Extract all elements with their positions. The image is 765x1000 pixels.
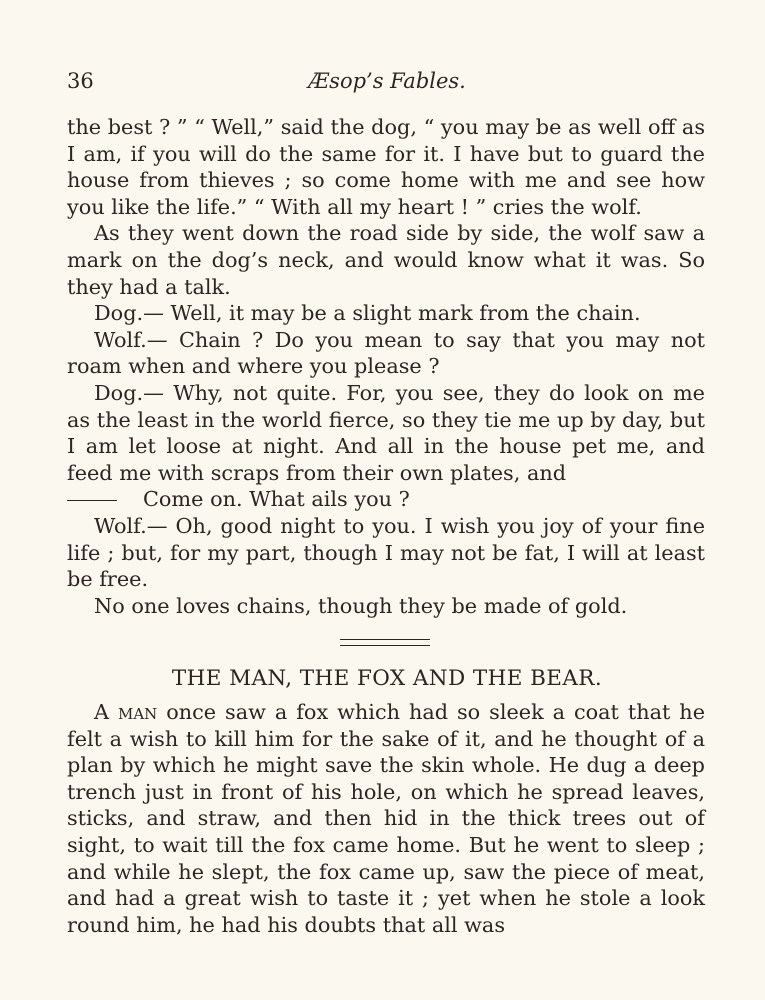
paragraph-wolf-1: Wolf.— Chain ? Do you mean to say that you may not roam when and where you please ?	[67, 327, 705, 379]
running-title: Æsop’s Fables.	[308, 69, 466, 93]
paragraph-1: the best ? ” “ Well,” said the dog, “ you may be as well off as I am, if you will do the same for it. I have but to guard the house from thieves ; so come home with me and see how you like the life.” “ With all my heart ! ” cries the wolf.	[67, 115, 705, 219]
moral: No one loves chains, though they be made of gold.	[94, 593, 628, 618]
new-story	[67, 699, 705, 938]
story-paragraph-1-text: once saw a fox which had so sleek a coat that he felt a wish to kill him for the sake of it, and he thought of a plan by which he might save the skin whole. He dug a deep trench just in front of his hole, on which he spread leaves, sticks, and straw, and then hid in the thick trees out of sight, to wait till the fox came home. But he went to sleep ; and while he slept, the fox came up, saw the piece of meat, and had a great wish to taste it ; yet when he stole a look round him, he had his doubts that all was	[67, 700, 705, 937]
page-number: 36	[67, 69, 94, 93]
paragraph-2: As they went down the road side by side, the wolf saw a mark on the dog’s neck, and would know what it was. So they had a talk.	[67, 221, 705, 299]
continuation-text: Come on. What ails you ?	[143, 487, 410, 512]
story-continuation	[67, 114, 705, 619]
separator-line-top	[340, 639, 430, 640]
paragraph-dog-2: Dog.— Why, not quite. For, you see, they do look on me as the least in the world fierce, so they tie me up by day, but I am let loose at night. And all in the house pet me, and feed me with scraps from their own plates, and	[67, 380, 705, 485]
story-paragraph-1	[67, 699, 705, 938]
dash-rule	[67, 500, 117, 501]
paragraph-wolf-2: Wolf.— Oh, good night to you. I wish you joy of your fine life ; but, for my part, though I may not be fat, I will at least be free.	[67, 513, 705, 592]
section-separator	[340, 639, 430, 648]
paragraph-dog-1: Dog.— Well, it may be a slight mark from the chain.	[94, 301, 641, 326]
lead-small-caps: A man	[94, 700, 158, 724]
separator-line-bottom	[340, 645, 430, 646]
story-title: THE MAN, THE FOX AND THE BEAR.	[171, 666, 603, 691]
paragraph-dog-2-continued	[67, 486, 705, 513]
page-header	[67, 66, 707, 96]
